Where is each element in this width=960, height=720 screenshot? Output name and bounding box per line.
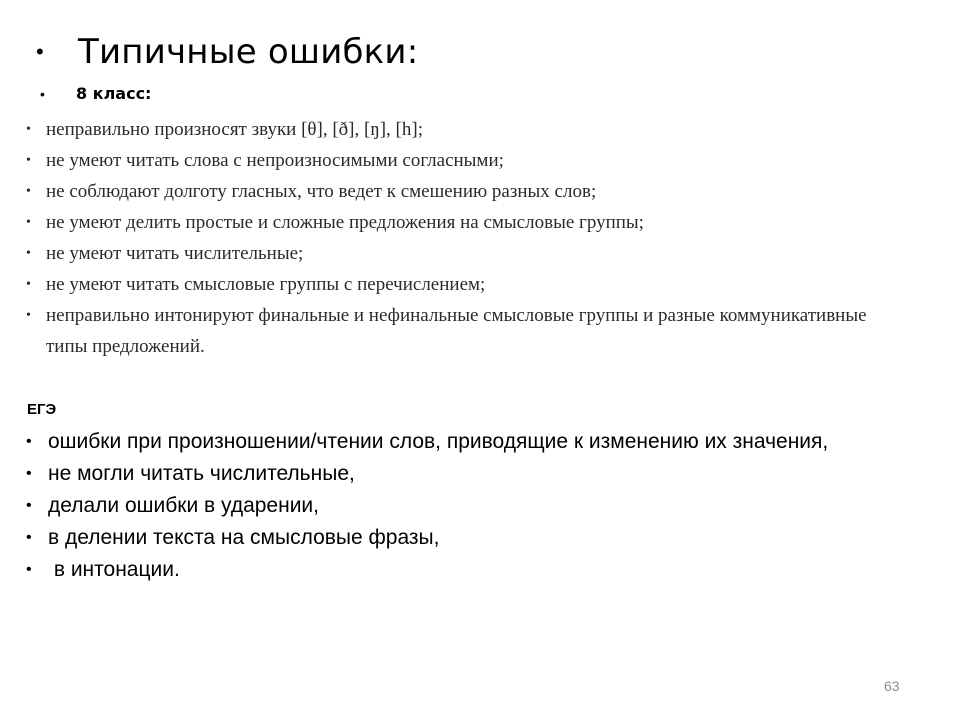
list-item-text: в интонации. <box>48 558 180 581</box>
ege-error-list <box>26 426 926 586</box>
list-item <box>26 490 926 522</box>
list-item <box>26 554 926 586</box>
slide-title: Типичные ошибки: <box>78 32 419 72</box>
title-row <box>36 32 418 72</box>
list-item-text: неправильно произносят звуки [θ], [ð], [ŋ], [h]; <box>46 119 423 140</box>
page-number: 63 <box>884 678 900 694</box>
list-item <box>26 176 906 207</box>
list-item <box>26 522 926 554</box>
list-item <box>26 114 906 145</box>
list-item <box>26 207 906 238</box>
bullet-icon: • <box>26 184 31 199</box>
bullet-icon: • <box>26 153 31 168</box>
bullet-icon: • <box>26 561 32 578</box>
grade-heading: 8 класс: <box>76 84 152 103</box>
list-item <box>26 458 926 490</box>
bullet-icon: • <box>26 122 31 137</box>
list-item <box>26 238 906 269</box>
list-item-text: неправильно интонируют финальные и нефинальные смысловые группы и разные коммуникативные типы предложений. <box>46 305 867 357</box>
list-item <box>26 426 926 458</box>
list-item <box>26 145 906 176</box>
bullet-icon: • <box>26 433 32 450</box>
list-item-text: в делении текста на смысловые фразы, <box>48 526 440 549</box>
subtitle-row <box>40 84 151 103</box>
list-item-text: не умеют читать смысловые группы с перечислением; <box>46 274 486 295</box>
bullet-icon: • <box>26 246 31 261</box>
list-item <box>26 269 906 300</box>
list-item-text: не умеют читать слова с непроизносимыми согласными; <box>46 150 504 171</box>
bullet-icon: • <box>40 85 45 102</box>
ege-heading: ЕГЭ <box>27 401 57 418</box>
bullet-icon: • <box>26 308 31 323</box>
list-item-text: не умеют читать числительные; <box>46 243 304 264</box>
bullet-icon: • <box>26 465 32 482</box>
bullet-icon: • <box>26 529 32 546</box>
list-item-text: не могли читать числительные, <box>48 462 355 485</box>
bullet-icon: • <box>26 497 32 514</box>
list-item-text: не умеют делить простые и сложные предложения на смысловые группы; <box>46 212 644 233</box>
bullet-icon: • <box>26 215 31 230</box>
list-item-text: не соблюдают долготу гласных, что ведет к смешению разных слов; <box>46 181 597 202</box>
bullet-icon: • <box>26 277 31 292</box>
list-item-text: ошибки при произношении/чтении слов, приводящие к изменению их значения, <box>48 430 829 453</box>
list-item <box>26 300 906 362</box>
list-item-text: делали ошибки в ударении, <box>48 494 320 517</box>
bullet-icon: • <box>36 39 44 64</box>
grade8-error-list <box>26 114 906 362</box>
